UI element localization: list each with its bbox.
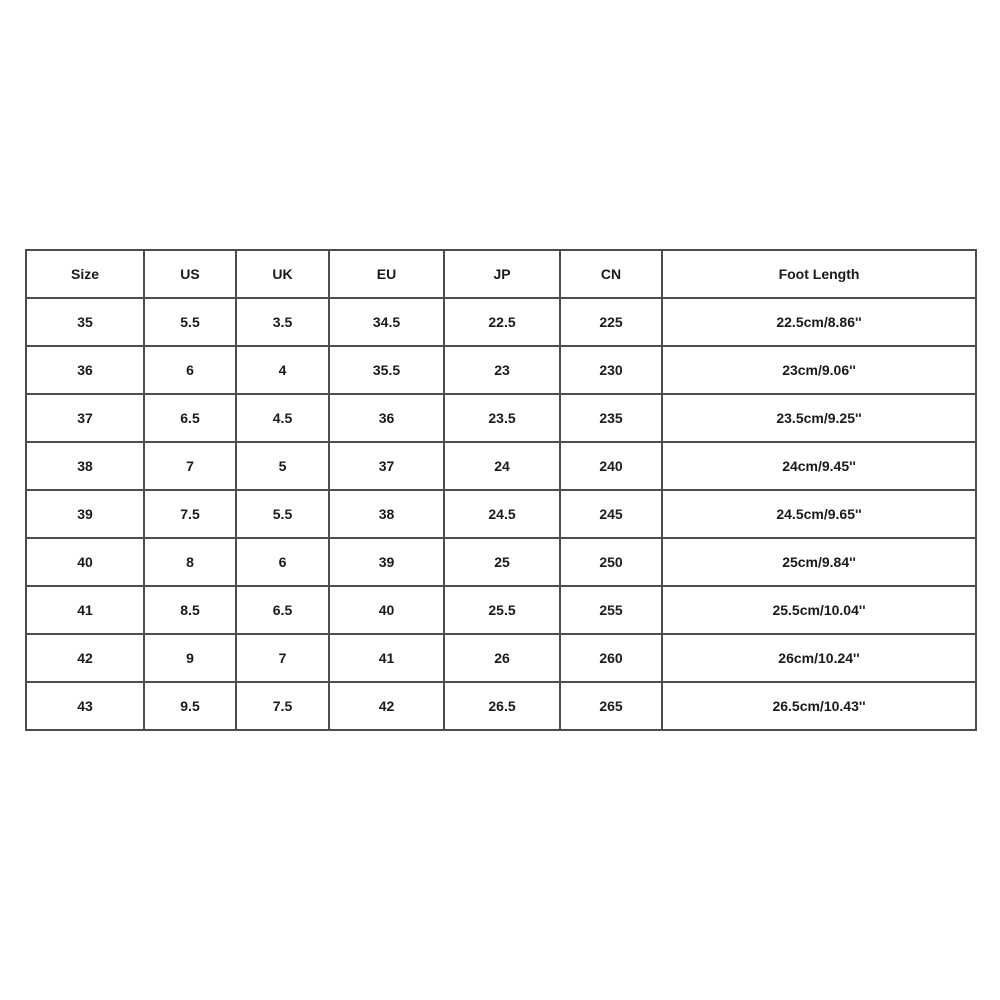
cell-uk: 5.5 — [236, 490, 329, 538]
cell-us: 6.5 — [144, 394, 236, 442]
cell-cn: 240 — [560, 442, 662, 490]
cell-uk: 3.5 — [236, 298, 329, 346]
size-chart-body — [26, 298, 976, 730]
cell-uk: 6 — [236, 538, 329, 586]
cell-jp: 25 — [444, 538, 560, 586]
cell-us: 9 — [144, 634, 236, 682]
table-row — [26, 490, 976, 538]
cell-cn: 255 — [560, 586, 662, 634]
cell-jp: 24.5 — [444, 490, 560, 538]
cell-us: 7 — [144, 442, 236, 490]
cell-cn: 260 — [560, 634, 662, 682]
cell-jp: 23 — [444, 346, 560, 394]
header-row — [26, 250, 976, 298]
cell-size: 41 — [26, 586, 144, 634]
table-row — [26, 298, 976, 346]
cell-uk: 6.5 — [236, 586, 329, 634]
cell-size: 39 — [26, 490, 144, 538]
cell-size: 40 — [26, 538, 144, 586]
table-row — [26, 394, 976, 442]
cell-cn: 250 — [560, 538, 662, 586]
cell-eu: 42 — [329, 682, 444, 730]
cell-eu: 34.5 — [329, 298, 444, 346]
header-foot-length: Foot Length — [662, 250, 976, 298]
cell-size: 42 — [26, 634, 144, 682]
cell-us: 8.5 — [144, 586, 236, 634]
cell-us: 8 — [144, 538, 236, 586]
cell-foot-length: 23cm/9.06'' — [662, 346, 976, 394]
cell-eu: 41 — [329, 634, 444, 682]
table-row — [26, 442, 976, 490]
cell-foot-length: 24cm/9.45'' — [662, 442, 976, 490]
cell-us: 9.5 — [144, 682, 236, 730]
cell-uk: 4 — [236, 346, 329, 394]
cell-size: 36 — [26, 346, 144, 394]
header-cn: CN — [560, 250, 662, 298]
cell-jp: 24 — [444, 442, 560, 490]
cell-us: 6 — [144, 346, 236, 394]
header-size: Size — [26, 250, 144, 298]
size-chart-header — [26, 250, 976, 298]
cell-size: 37 — [26, 394, 144, 442]
header-us: US — [144, 250, 236, 298]
cell-us: 5.5 — [144, 298, 236, 346]
header-eu: EU — [329, 250, 444, 298]
cell-size: 43 — [26, 682, 144, 730]
cell-cn: 230 — [560, 346, 662, 394]
cell-jp: 26.5 — [444, 682, 560, 730]
cell-jp: 23.5 — [444, 394, 560, 442]
cell-cn: 245 — [560, 490, 662, 538]
cell-size: 38 — [26, 442, 144, 490]
header-jp: JP — [444, 250, 560, 298]
cell-eu: 40 — [329, 586, 444, 634]
cell-jp: 25.5 — [444, 586, 560, 634]
cell-eu: 37 — [329, 442, 444, 490]
table-row — [26, 538, 976, 586]
cell-cn: 235 — [560, 394, 662, 442]
cell-foot-length: 25.5cm/10.04'' — [662, 586, 976, 634]
cell-foot-length: 22.5cm/8.86'' — [662, 298, 976, 346]
cell-foot-length: 26.5cm/10.43'' — [662, 682, 976, 730]
cell-foot-length: 25cm/9.84'' — [662, 538, 976, 586]
cell-jp: 22.5 — [444, 298, 560, 346]
cell-eu: 35.5 — [329, 346, 444, 394]
header-uk: UK — [236, 250, 329, 298]
cell-eu: 38 — [329, 490, 444, 538]
table-row — [26, 634, 976, 682]
table-row — [26, 346, 976, 394]
table-row — [26, 682, 976, 730]
cell-us: 7.5 — [144, 490, 236, 538]
cell-cn: 265 — [560, 682, 662, 730]
cell-foot-length: 26cm/10.24'' — [662, 634, 976, 682]
cell-uk: 7.5 — [236, 682, 329, 730]
cell-cn: 225 — [560, 298, 662, 346]
cell-eu: 39 — [329, 538, 444, 586]
cell-uk: 7 — [236, 634, 329, 682]
cell-jp: 26 — [444, 634, 560, 682]
cell-eu: 36 — [329, 394, 444, 442]
cell-size: 35 — [26, 298, 144, 346]
cell-uk: 4.5 — [236, 394, 329, 442]
size-chart-table — [25, 249, 977, 731]
cell-foot-length: 23.5cm/9.25'' — [662, 394, 976, 442]
table-row — [26, 586, 976, 634]
cell-foot-length: 24.5cm/9.65'' — [662, 490, 976, 538]
cell-uk: 5 — [236, 442, 329, 490]
